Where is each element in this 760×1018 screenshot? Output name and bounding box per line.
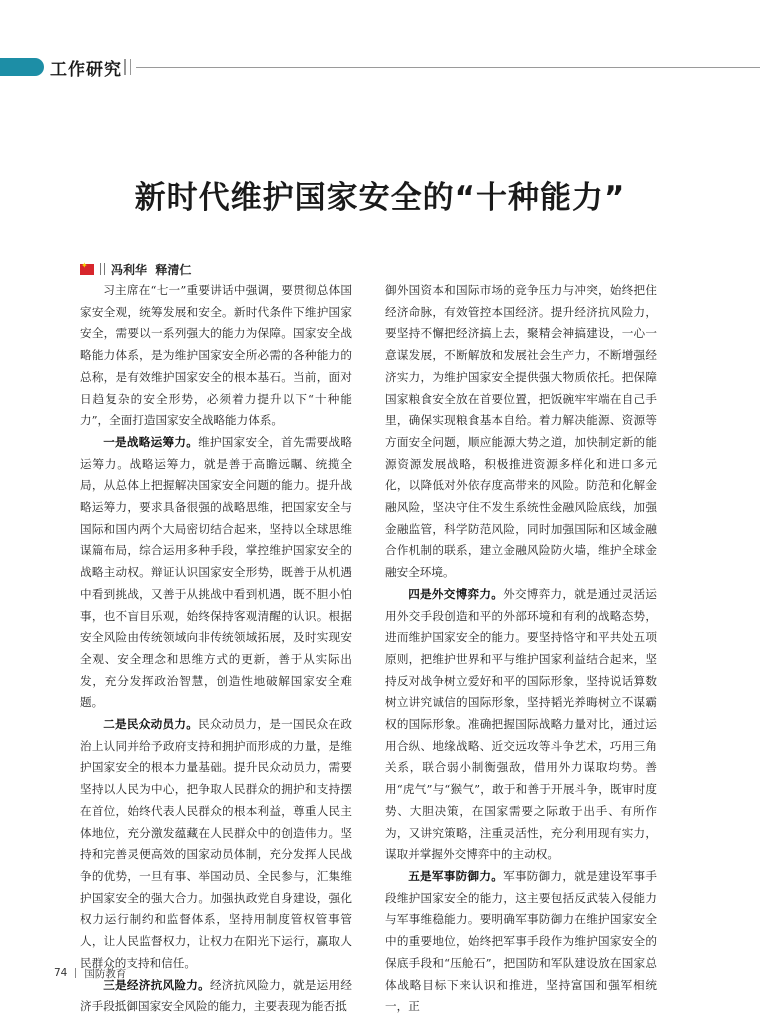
author-names: 冯利华 释清仁	[111, 262, 192, 277]
page-footer	[54, 966, 126, 980]
paragraph-lead: 四是外交博弈力。	[408, 586, 504, 601]
paragraph	[80, 714, 352, 974]
section-header	[0, 54, 760, 80]
paragraph-text: 军事防御力，就是建设军事手段维护国家安全的能力，这主要包括反武装入侵能力与军事维稳能力。要明确军事防御力在维护国家安全中的重要地位，始终把军事手段作为维护国家安全的保底手段和“压舱石”，把国防和军队建设放在国家总体战略目标下来认识和推进，坚持富国和强军相统一，正	[385, 868, 657, 1014]
footer-divider	[75, 968, 76, 978]
byline	[80, 261, 191, 277]
china-flag-icon	[80, 264, 94, 275]
paragraph	[80, 280, 352, 432]
paragraph-lead: 三是经济抗风险力。	[103, 977, 210, 992]
section-color-tab	[0, 58, 44, 76]
paragraph	[385, 866, 657, 1018]
paragraph-lead: 二是民众动员力。	[103, 717, 199, 732]
paragraph	[385, 280, 657, 584]
section-label: 工作研究	[50, 60, 122, 80]
section-divider-bars	[124, 59, 131, 75]
header-rule	[136, 67, 760, 68]
paragraph	[80, 432, 352, 714]
article-title: 新时代维护国家安全的“十种能力”	[134, 180, 626, 216]
paragraph-lead: 五是军事防御力。	[408, 868, 504, 883]
page-number: 74	[54, 967, 68, 979]
paragraph-text: 外交博弈力，就是通过灵活运用外交手段创造和平的外部环境和有利的战略态势，进而维护国家安全的能力。要坚持恪守和平共处五项原则，把维护世界和平与维护国家利益结合起来，坚持反对战争树立爱好和平的国际形象，坚持说话算数树立讲究诚信的国际形象，坚持韬光养晦树立不谋霸权的国际形象。准确把握国际战略力量对比，通过运用合纵、地缘战略、近交远攻等斗争艺术，巧用三角关系，联合弱小制衡强敌，借用外力谋取均势。善用“虎气”与“猴气”，敢于和善于开展斗争，既审时度势、大胆决策，在国家需要之际敢于出手、有所作为，又讲究策略，注重灵活性，充分利用现有实力，谋取并掌握外交博弈中的主动权。	[385, 586, 657, 862]
paragraph	[80, 975, 352, 1018]
paragraph-text: 维护国家安全，首先需要战略运筹力。战略运筹力，就是善于高瞻远瞩、统揽全局，从总体上把握解决国家安全问题的能力。提升战略运筹力，要求具备很强的战略思维，把国家安全与国际和国内两个大局密切结合起来，坚持以全球思维谋篇布局，综合运用多种手段，掌控维护国家安全的战略主动权。辩证认识国家安全形势，既善于从机遇中看到挑战，又善于从挑战中看到机遇，既不胆小怕事，也不盲目乐观，始终保持客观清醒的认识。根据安全风险由传统领域向非传统领域拓展，及时实现安全观、安全理念和思维方式的更新，善于从实际出发，充分发挥政治智慧，创造性地破解国家安全难题。	[80, 434, 352, 710]
byline-divider	[100, 263, 105, 275]
right-column	[385, 280, 657, 1014]
paragraph-text: 习主席在“七一”重要讲话中强调，要贯彻总体国家安全观，统筹发展和安全。新时代条件下维护国家安全，需要以一系列强大的能力为保障。国家安全战略能力体系，是为维护国家安全所必需的各种能力的总称，是有效维护国家安全的根本基石。当前，面对日趋复杂的安全形势，必须着力提升以下“十种能力”，全面打造国家安全战略能力体系。	[80, 283, 352, 428]
paragraph-text: 御外国资本和国际市场的竞争压力与冲突，始终把住经济命脉，有效管控本国经济。提升经济抗风险力，要坚持不懈把经济搞上去，聚精会神搞建设，一心一意谋发展，不断解放和发展社会生产力，不断增强经济实力，为维护国家安全提供强大物质依托。把保障国家粮食安全放在首要位置，把饭碗牢牢端在自己手里，确保实现粮食基本自给。着力解决能源、资源等方面安全问题，顺应能源大势之道，加快制定新的能源资源发展战略，积极推进资源多样化和进口多元化，以降低对外依存度高带来的风险。防范和化解金融风险，坚决守住不发生系统性金融风险底线，加强金融监管，科学防范风险，同时加强国际和区域金融合作机制的联系，建立金融风险防火墙，维护全球金融安全环境。	[385, 283, 657, 580]
paragraph-text: 经济抗风险力，就是运用经济手段抵御国家安全风险的能力，主要表现为能否抵	[80, 977, 352, 1014]
paragraph	[385, 584, 657, 866]
paragraph-text: 民众动员力，是一国民众在政治上认同并给予政府支持和拥护而形成的力量，是维护国家安全的根本力量基础。提升民众动员力，需要坚持以人民为中心，把争取人民群众的拥护和支持摆在首位，始终代表人民群众的根本利益，尊重人民主体地位，充分激发蕴藏在人民群众中的创造伟力。坚持和完善灵便高效的国家动员体制，充分发挥人民战争的优势，一旦有事、举国动员、全民参与，汇集维护国家安全的强大合力。加强执政党自身建设，强化权力运行制约和监督体系，坚持用制度管权管事管人，让人民监督权力，让权力在阳光下运行，赢取人民群众的支持和信任。	[80, 717, 352, 970]
publication-name: 国防教育	[84, 967, 127, 980]
paragraph-lead: 一是战略运筹力。	[103, 434, 199, 449]
